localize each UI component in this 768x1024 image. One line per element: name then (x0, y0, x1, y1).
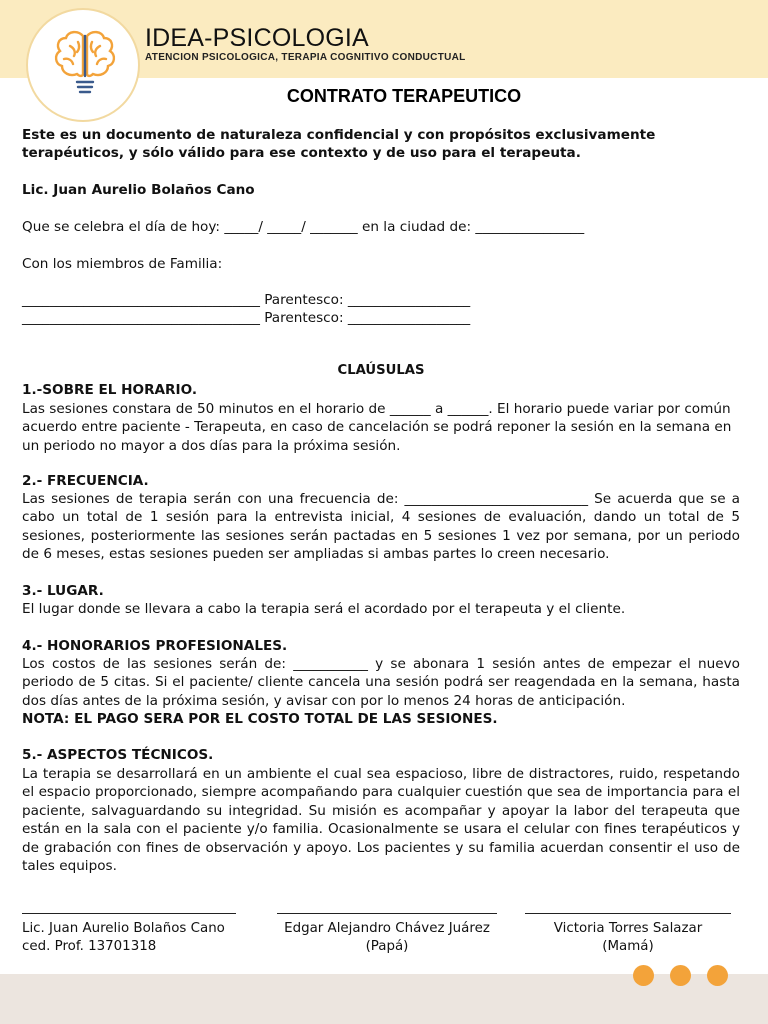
signature-line (525, 913, 731, 914)
signature-detail: (Papá) (365, 939, 409, 954)
signature-name: Lic. Juan Aurelio Bolaños Cano (22, 921, 225, 936)
clause-4-text: Los costos de las sesiones serán de: ___________ y se abonara 1 sesión antes de empezar el nuevo periodo de 5 citas. Si el paciente/ cliente cancela una sesión podrá ser reagendada en la semana, hasta dos días antes de la próxima sesión, y avisar con por lo menos 24 horas de anticipación. (22, 656, 740, 709)
decorative-dot (707, 965, 728, 986)
signature-detail: (Mamá) (602, 939, 654, 954)
brand-title: IDEA-PSICOLOGIA (145, 24, 369, 52)
family-label: Con los miembros de Familia: (22, 256, 223, 272)
clause-2-text: Las sesiones de terapia serán con una frecuencia de: ___________________________ Se acuerda que se a cabo un total de 1 sesión para la entrevista inicial, 4 sesiones de evaluación, dando un total de 5 sesiones, posteriormente las sesiones serán pactadas en 5 sesiones 1 vez por semana, por un periodo de 6 meses, estas sesiones pueden ser ampliadas si ambas partes lo creen necesario. (22, 491, 740, 563)
signature-mother (525, 913, 731, 956)
footer-band (0, 974, 768, 1024)
signature-detail: ced. Prof. 13701318 (22, 939, 157, 954)
clause-3-heading: 3.- LUGAR. (22, 583, 104, 599)
brand-subtitle: ATENCION PSICOLOGICA, TERAPIA COGNITIVO CONDUCTUAL (145, 52, 466, 63)
therapist-name: Lic. Juan Aurelio Bolaños Cano (22, 182, 255, 198)
document-title: CONTRATO TERAPEUTICO (286, 86, 522, 106)
clause-5-text: La terapia se desarrollará en un ambiente el cual sea espacioso, libre de distractores, ruido, respetando el espacio proporcionado, siempre acompañando para cualquier cuestión que sea de importancia para el paciente, salvaguardando su integridad. Su misión es acompañar y apoyar la labor del terapeuta que están en la sala con el paciente y/o familia. Ocasionalmente se usara el celular con fines terapéuticos y de grabación con fines de observación y apoyo. Los pacientes y su familia acuerdan consentir el uso de tales equipos. (22, 766, 740, 875)
clause-3-text: El lugar donde se llevara a cabo la terapia será el acordado por el terapeuta y el cliente. (22, 601, 626, 617)
signature-line (277, 913, 497, 914)
clause-4-heading: 4.- HONORARIOS PROFESIONALES. (22, 638, 288, 654)
signature-name: Victoria Torres Salazar (553, 921, 703, 936)
signature-line (22, 913, 236, 914)
intro-paragraph: Este es un documento de naturaleza confidencial y con propósitos exclusivamente terapéuticos, y sólo válido para ese contexto y de uso para el terapeuta. (22, 127, 656, 162)
signature-therapist (22, 913, 236, 956)
clause-4-note: NOTA: EL PAGO SERA POR EL COSTO TOTAL DE LAS SESIONES. (22, 711, 498, 727)
clause-1-text: Las sesiones constara de 50 minutos en el horario de ______ a ______. El horario puede variar por común acuerdo entre paciente - Terapeuta, en caso de cancelación se podrá reponer la sesión en la semana en un periodo no mayor a dos días para la próxima sesión. (22, 401, 732, 454)
decorative-dot (633, 965, 654, 986)
date-line: Que se celebra el día de hoy: _____/ _____/ _______ en la ciudad de: ________________ (22, 219, 585, 235)
signature-father (277, 913, 497, 956)
family-line-2: ___________________________________ Parentesco: __________________ (22, 310, 471, 326)
decorative-dot (670, 965, 691, 986)
clause-2-heading: 2.- FRECUENCIA. (22, 473, 149, 489)
clause-1-heading: 1.-SOBRE EL HORARIO. (22, 382, 198, 398)
signature-name: Edgar Alejandro Chávez Juárez (284, 921, 490, 936)
clause-5-heading: 5.- ASPECTOS TÉCNICOS. (22, 747, 214, 763)
family-line-1: ___________________________________ Parentesco: __________________ (22, 292, 471, 308)
clauses-title: CLAÚSULAS (337, 363, 425, 378)
